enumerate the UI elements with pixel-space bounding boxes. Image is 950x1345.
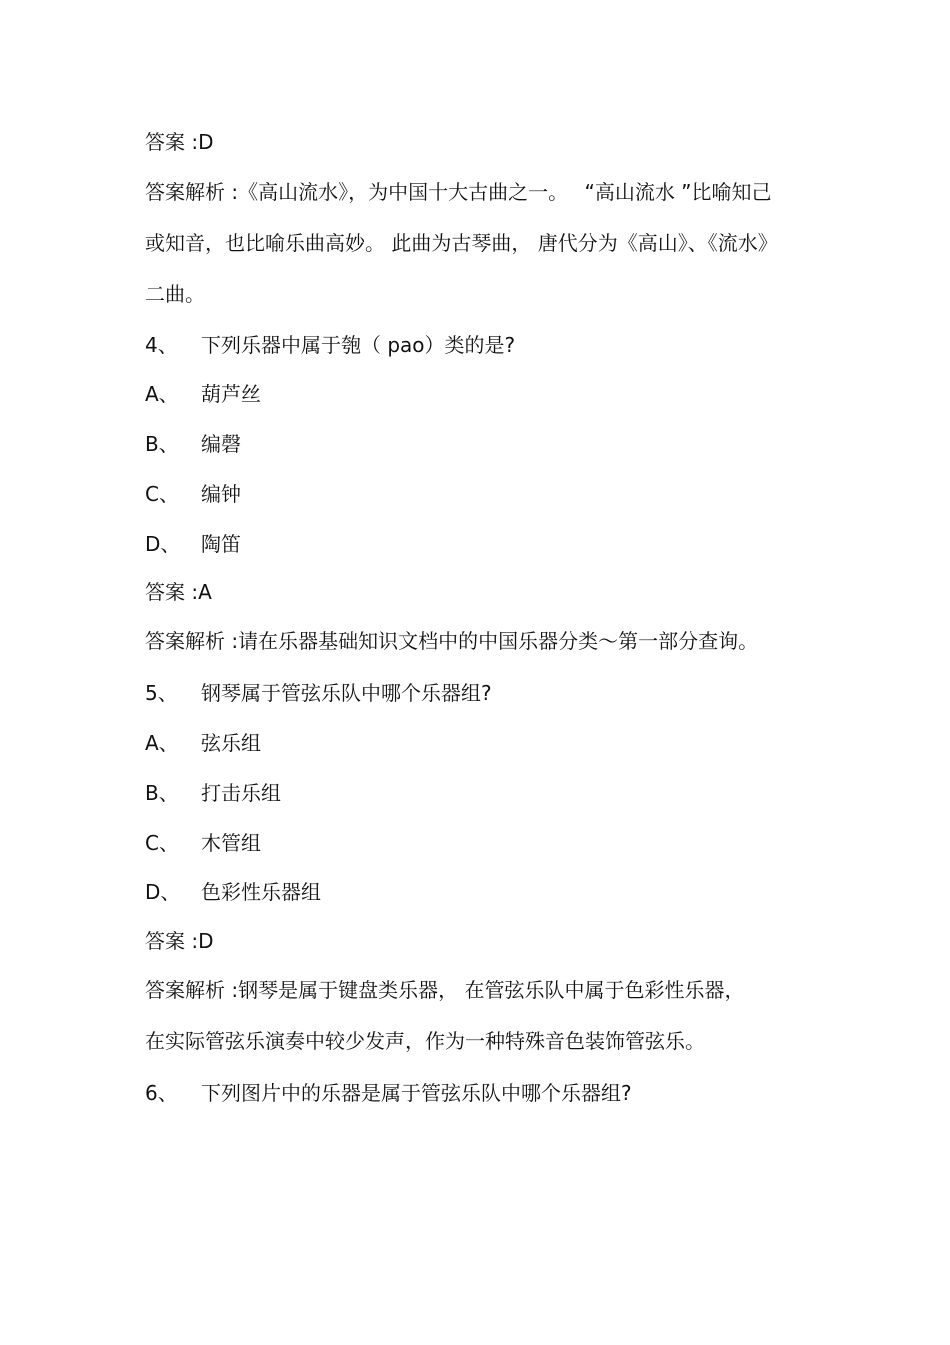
q4-answer: 答案 :A — [145, 580, 212, 604]
q6-number: 6、 — [145, 1081, 178, 1105]
q4-number: 4、 — [145, 333, 178, 357]
q4-explanation-line-1: 答案解析 :请在乐器基础知识文档中的中国乐器分类～第一部分查询。 — [145, 629, 759, 653]
q4-option-d-letter: D、 — [145, 532, 181, 556]
q4-option-b-text: 编磬 — [201, 432, 241, 456]
q3-explanation-line-1: 答案解析 :《高山流水》，为中国十大古曲之一。 “高山流水 ”比喻知己 — [145, 180, 772, 204]
q6-question: 下列图片中的乐器是属于管弦乐队中哪个乐器组? — [201, 1081, 632, 1105]
q4-option-d-text: 陶笛 — [201, 532, 241, 556]
q3-explanation-line-3: 二曲。 — [145, 282, 205, 306]
q5-option-d-letter: D、 — [145, 880, 181, 904]
q4-option-c-letter: C、 — [145, 482, 179, 506]
q3-answer: 答案 :D — [145, 130, 214, 154]
q5-option-b-text: 打击乐组 — [201, 781, 281, 805]
q5-option-b-letter: B、 — [145, 781, 179, 805]
q5-option-d-text: 色彩性乐器组 — [201, 880, 321, 904]
q5-option-a-text: 弦乐组 — [201, 731, 261, 755]
q4-option-a-letter: A、 — [145, 382, 179, 406]
q5-explanation-line-1: 答案解析 :钢琴是属于键盘类乐器， 在管弦乐队中属于色彩性乐器， — [145, 978, 745, 1002]
q4-question: 下列乐器中属于匏（ pao）类的是? — [201, 333, 516, 357]
q5-option-c-letter: C、 — [145, 831, 179, 855]
q5-number: 5、 — [145, 681, 178, 705]
q4-option-a-text: 葫芦丝 — [201, 382, 261, 406]
q4-option-c-text: 编钟 — [201, 482, 241, 506]
q5-option-a-letter: A、 — [145, 731, 179, 755]
q5-option-c-text: 木管组 — [201, 831, 261, 855]
q3-explanation-line-2: 或知音，也比喻乐曲高妙。 此曲为古琴曲， 唐代分为《高山》、《流水》 — [145, 231, 778, 255]
q4-option-b-letter: B、 — [145, 432, 179, 456]
q5-explanation-line-2: 在实际管弦乐演奏中较少发声，作为一种特殊音色装饰管弦乐。 — [145, 1029, 705, 1053]
q5-question: 钢琴属于管弦乐队中哪个乐器组? — [201, 681, 492, 705]
q5-answer: 答案 :D — [145, 929, 214, 953]
